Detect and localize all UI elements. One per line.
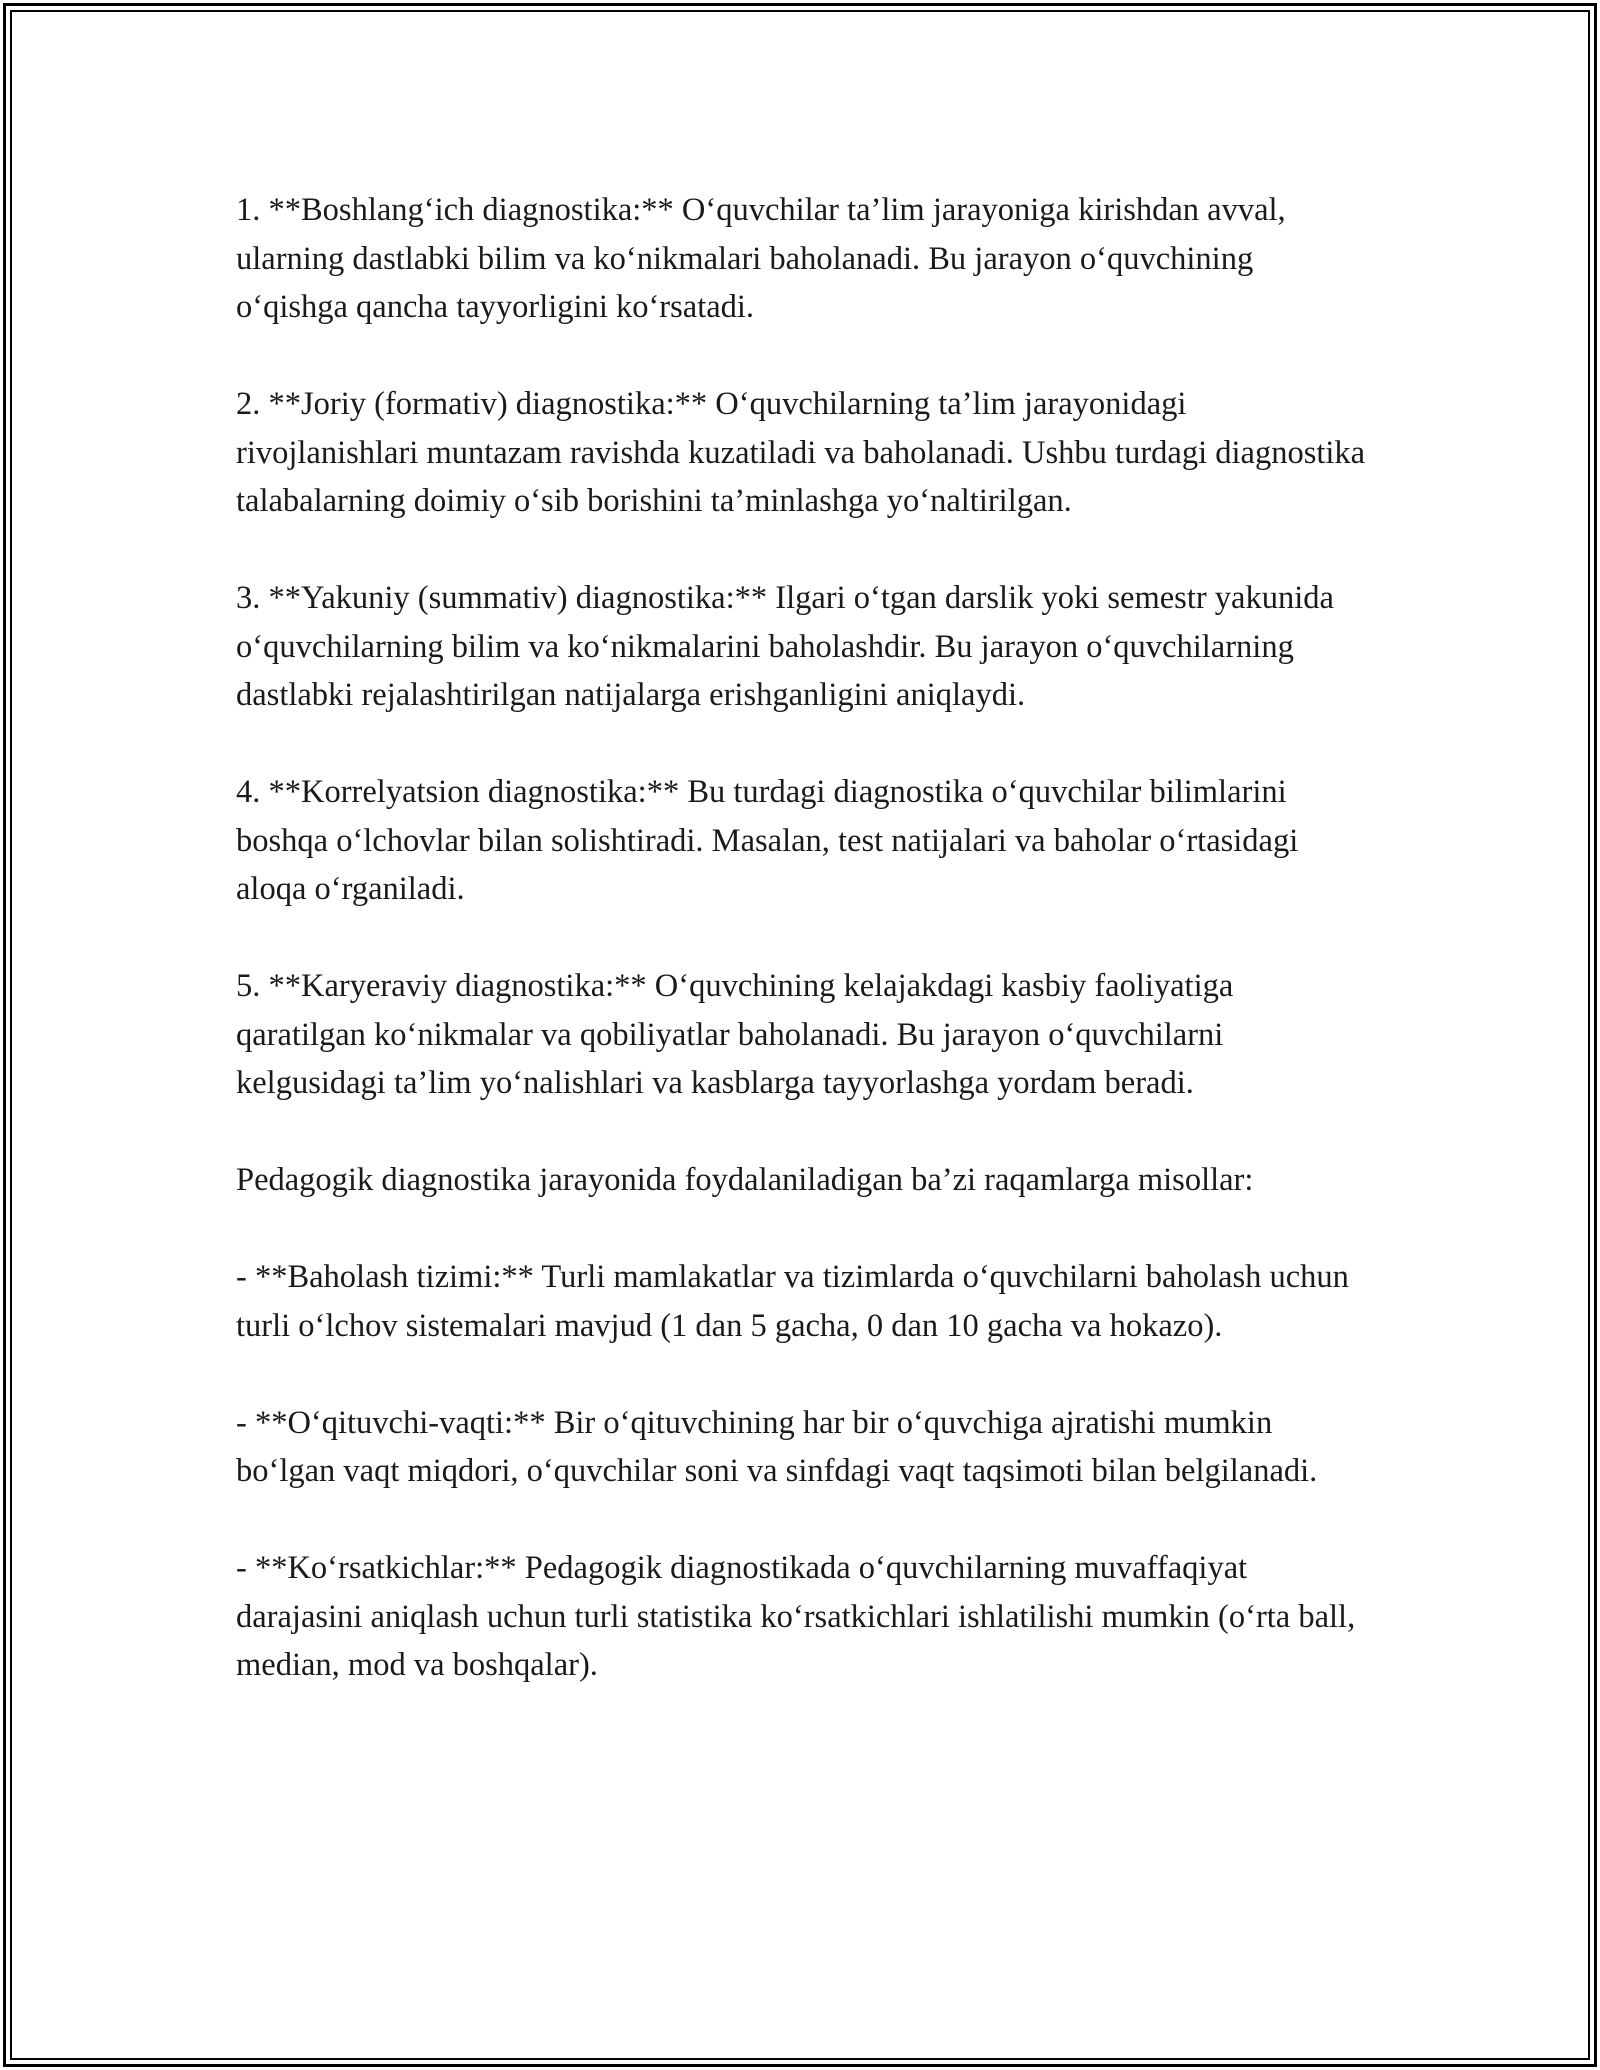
paragraph-initial-diagnostics: 1. **Boshlang‘ich diagnostika:** O‘quvchilar ta’lim jarayoniga kirishdan avval, ularning dastlabki bilim va ko‘nikmalari baholanadi. Bu jarayon o‘quvchining o‘qishga qancha tayyorligini ko‘rsatadi. xyxy=(236,192,1286,325)
paragraph-summative-diagnostics: 3. **Yakuniy (summativ) diagnostika:** Ilgari o‘tgan darslik yoki semestr yakunida o‘quvchilarning bilim va ko‘nikmalarini baholashdir. Bu jarayon o‘quvchilarning dastlabki rejalashtirilgan natijalarga erishganligini aniqlaydi. xyxy=(236,580,1334,713)
paragraph-grading-system: - **Baholash tizimi:** Turli mamlakatlar va tizimlarda o‘quvchilarni baholash uchun turli o‘lchov sistemalari mavjud (1 dan 5 gacha, 0 dan 10 gacha va hokazo). xyxy=(236,1259,1349,1344)
paragraph-teacher-time: - **O‘qituvchi-vaqti:** Bir o‘qituvchining har bir o‘quvchiga ajratishi mumkin bo‘lgan vaqt miqdori, o‘quvchilar soni va sinfdagi vaqt taqsimoti bilan belgilanadi. xyxy=(236,1404,1318,1489)
document-body xyxy=(236,186,1366,1738)
paragraph-correlation-diagnostics: 4. **Korrelyatsion diagnostika:** Bu turdagi diagnostika o‘quvchilar bilimlarini boshqa o‘lchovlar bilan solishtiradi. Masalan, test natijalari va baholar o‘rtasidagi aloqa o‘rganiladi. xyxy=(236,774,1299,907)
paragraph-formative-diagnostics: 2. **Joriy (formativ) diagnostika:** O‘quvchilarning ta’lim jarayonidagi rivojlanishlari muntazam ravishda kuzatiladi va baholanadi. Ushbu turdagi diagnostika talabalarning doimiy o‘sib borishini ta’minlashga yo‘naltirilgan. xyxy=(236,386,1366,519)
paragraph-indicators: - **Ko‘rsatkichlar:** Pedagogik diagnostikada o‘quvchilarning muvaffaqiyat darajasini aniqlash uchun turli statistika ko‘rsatkichlari ishlatilishi mumkin (o‘rta ball, median, mod va boshqalar). xyxy=(236,1550,1356,1683)
paragraph-examples-intro: Pedagogik diagnostika jarayonida foydalaniladigan ba’zi raqamlarga misollar: xyxy=(236,1162,1254,1198)
paragraph-career-diagnostics: 5. **Karyeraviy diagnostika:** O‘quvchining kelajakdagi kasbiy faoliyatiga qaratilgan ko‘nikmalar va qobiliyatlar baholanadi. Bu jarayon o‘quvchilarni kelgusidagi ta’lim yo‘nalishlari va kasblarga tayyorlashga yordam beradi. xyxy=(236,968,1234,1101)
